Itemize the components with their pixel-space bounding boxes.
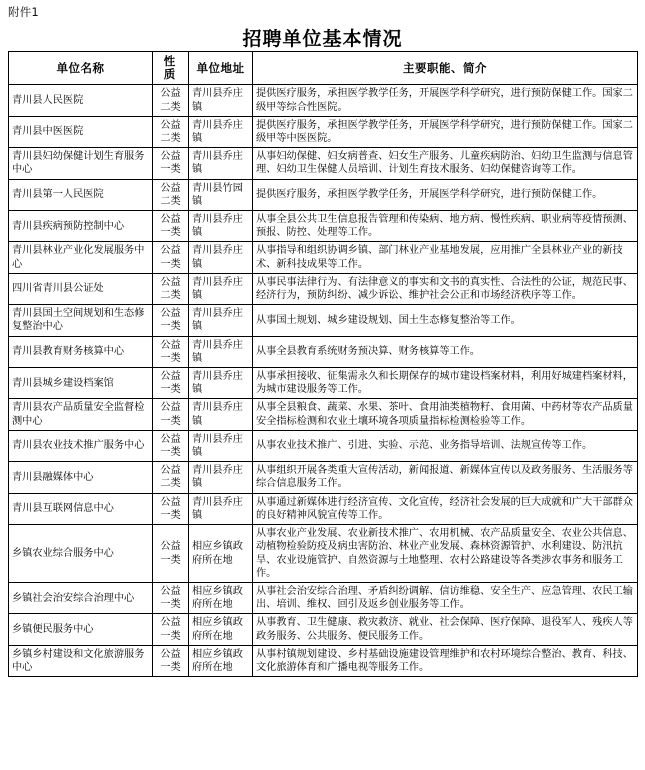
cell-nature: 公益一类 [153,525,189,583]
cell-duties: 从事妇幼保健、妇女病普查、妇女生产服务、儿童疾病防治、妇幼卫生监测与信息管理、妇幼卫生保健人员培训、计划生育技术服务、妇幼保健咨询等工作。 [253,148,638,179]
cell-address: 青川县乔庄镇 [189,430,253,461]
cell-duties: 从事全县教育系统财务预决算、财务核算等工作。 [253,336,638,367]
table-row [9,273,638,304]
table-row [9,211,638,242]
cell-duties: 从事组织开展各类重大宣传活动，新闻报道、新媒体宣传以及政务服务、生活服务等综合信息服务工作。 [253,462,638,493]
cell-unit-name: 青川县融媒体中心 [9,462,153,493]
cell-nature: 公益一类 [153,493,189,524]
cell-nature: 公益二类 [153,116,189,147]
cell-unit-name: 乡镇社会治安综合治理中心 [9,582,153,613]
table-row [9,582,638,613]
table-header [9,52,638,85]
cell-duties: 从事通过新媒体进行经济宣传、文化宣传，经济社会发展的巨大成就和广大干部群众的良好精神风貌宣传等工作。 [253,493,638,524]
cell-duties: 提供医疗服务，承担医学教学任务，开展医学科学研究，进行预防保健工作。国家二级甲等综合性医院。 [253,85,638,116]
cell-unit-name: 青川县城乡建设档案馆 [9,368,153,399]
cell-address: 青川县乔庄镇 [189,336,253,367]
cell-duties: 从事国土规划、城乡建设规划、国土生态修复整治等工作。 [253,305,638,336]
cell-unit-name: 青川县第一人民医院 [9,179,153,210]
cell-address: 相应乡镇政府所在地 [189,645,253,676]
cell-nature: 公益二类 [153,179,189,210]
cell-unit-name: 青川县疾病预防控制中心 [9,211,153,242]
cell-duties: 从事全县粮食、蔬菜、水果、茶叶、食用油类植物籽、食用菌、中药材等农产品质量安全指标检测和农业土壤环境各项质量指标检测检验等工作。 [253,399,638,430]
cell-unit-name: 乡镇乡村建设和文化旅游服务中心 [9,645,153,676]
cell-duties: 从事农业技术推广、引进、实验、示范、业务指导培训、法规宣传等工作。 [253,430,638,461]
cell-address: 青川县竹园镇 [189,179,253,210]
recruitment-units-table-container [8,51,637,677]
table-row [9,179,638,210]
cell-duties: 从事承担接收、征集需永久和长期保存的城市建设档案材料，利用好城建档案材料，为城市建设服务等工作。 [253,368,638,399]
cell-duties: 从事民事法律行为、有法律意义的事实和文书的真实性、合法性的公证，规范民事、经济行为，预防纠纷、减少诉讼、维护社会公正和市场经济秩序等工作。 [253,273,638,304]
cell-duties: 提供医疗服务，承担医学教学任务，开展医学科学研究，进行预防保健工作。国家二级甲等中医医院。 [253,116,638,147]
cell-address: 青川县乔庄镇 [189,305,253,336]
cell-duties: 从事村镇规划建设、乡村基础设施建设管理维护和农村环境综合整治、教育、科技、文化旅游体育和广播电视等服务工作。 [253,645,638,676]
cell-address: 青川县乔庄镇 [189,493,253,524]
table-row [9,525,638,583]
cell-nature: 公益一类 [153,336,189,367]
cell-address: 青川县乔庄镇 [189,148,253,179]
cell-nature: 公益一类 [153,645,189,676]
table-row [9,645,638,676]
cell-address: 青川县乔庄镇 [189,116,253,147]
cell-unit-name: 青川县妇幼保健计划生育服务中心 [9,148,153,179]
cell-unit-name: 青川县国土空间规划和生态修复整治中心 [9,305,153,336]
cell-nature: 公益一类 [153,305,189,336]
page-title: 招聘单位基本情况 [242,28,403,50]
cell-unit-name: 青川县农业技术推广服务中心 [9,430,153,461]
cell-address: 相应乡镇政府所在地 [189,582,253,613]
table-row [9,399,638,430]
cell-unit-name: 青川县互联网信息中心 [9,493,153,524]
table-row [9,116,638,147]
cell-nature: 公益一类 [153,430,189,461]
cell-nature: 公益二类 [153,85,189,116]
cell-address: 青川县乔庄镇 [189,273,253,304]
cell-nature: 公益一类 [153,211,189,242]
cell-duties: 从事教育、卫生健康、救灾救济、就业、社会保障、医疗保障、退役军人、残疾人等政务服务、公共服务、便民服务工作。 [253,614,638,645]
table-row [9,462,638,493]
table-header-row [9,52,638,85]
cell-nature: 公益一类 [153,148,189,179]
cell-unit-name: 青川县人民医院 [9,85,153,116]
cell-duties: 从事农业产业发展、农业新技术推广、农用机械、农产品质量安全、农业公共信息、动植物检验防疫及病虫害防治、林业产业发展、森林资源管护、水利建设、防汛抗旱、农业设施管护、自然资源与土地整理、农村公路建设等各类涉农事务和服务工作。 [253,525,638,583]
cell-duties: 从事指导和组织协调乡镇、部门林业产业基地发展，应用推广全县林业产业的新技术、新科技成果等工作。 [253,242,638,273]
table-row [9,305,638,336]
column-header-unit-name: 单位名称 [9,52,153,85]
cell-address: 青川县乔庄镇 [189,85,253,116]
recruitment-units-table [8,51,638,677]
cell-nature: 公益一类 [153,368,189,399]
table-row [9,493,638,524]
cell-unit-name: 青川县林业产业化发展服务中心 [9,242,153,273]
table-row [9,85,638,116]
cell-duties: 提供医疗服务，承担医学教学任务，开展医学科学研究，进行预防保健工作。 [253,179,638,210]
cell-duties: 从事社会治安综合治理、矛盾纠纷调解、信访维稳、安全生产、应急管理、农民工输出、培训、维权、回引及返乡创业服务等工作。 [253,582,638,613]
cell-nature: 公益二类 [153,273,189,304]
cell-address: 青川县乔庄镇 [189,211,253,242]
cell-address: 青川县乔庄镇 [189,242,253,273]
cell-unit-name: 乡镇农业综合服务中心 [9,525,153,583]
cell-unit-name: 青川县教育财务核算中心 [9,336,153,367]
cell-unit-name: 乡镇便民服务中心 [9,614,153,645]
cell-unit-name: 青川县中医医院 [9,116,153,147]
table-row [9,336,638,367]
cell-unit-name: 青川县农产品质量安全监督检测中心 [9,399,153,430]
column-header-nature: 性 质 [153,52,189,85]
cell-address: 青川县乔庄镇 [189,368,253,399]
attachment-label: 附件1 [8,5,39,19]
table-row [9,430,638,461]
cell-nature: 公益一类 [153,242,189,273]
column-header-address: 单位地址 [189,52,253,85]
table-row [9,368,638,399]
cell-address: 相应乡镇政府所在地 [189,525,253,583]
cell-address: 相应乡镇政府所在地 [189,614,253,645]
table-body [9,85,638,677]
cell-unit-name: 四川省青川县公证处 [9,273,153,304]
cell-nature: 公益一类 [153,614,189,645]
table-row [9,242,638,273]
cell-nature: 公益一类 [153,399,189,430]
table-row [9,614,638,645]
table-row [9,148,638,179]
cell-duties: 从事全县公共卫生信息报告管理和传染病、地方病、慢性疾病、职业病等疫情预测、预报、防控、处理等工作。 [253,211,638,242]
column-header-duties: 主要职能、简介 [253,52,638,85]
cell-nature: 公益一类 [153,582,189,613]
cell-address: 青川县乔庄镇 [189,462,253,493]
cell-address: 青川县乔庄镇 [189,399,253,430]
cell-nature: 公益二类 [153,462,189,493]
